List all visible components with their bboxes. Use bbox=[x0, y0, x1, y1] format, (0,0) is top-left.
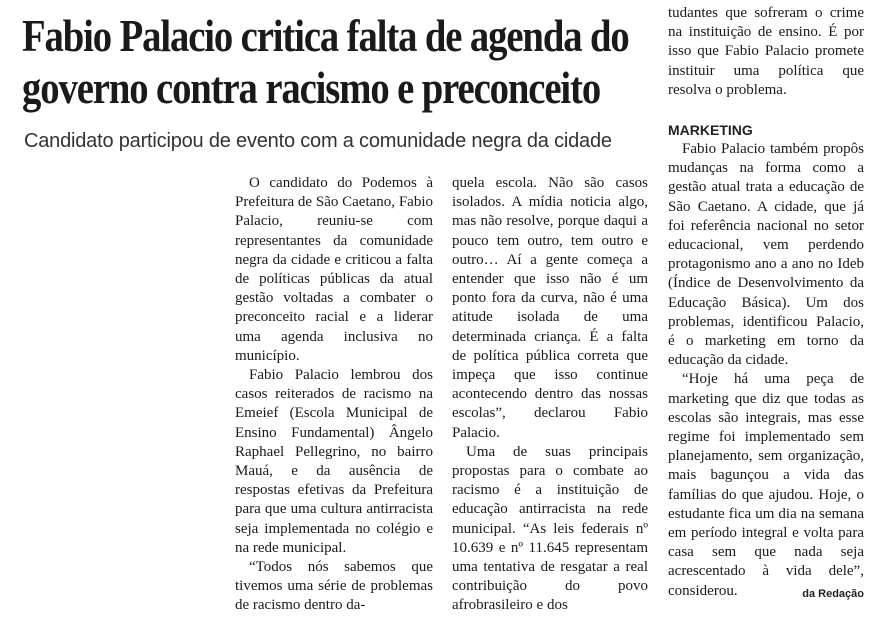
article-column-1 bbox=[235, 174, 433, 616]
article-headline bbox=[22, 10, 629, 114]
column-1-paragraph-2: Fabio Palacio lembrou dos casos reiterados de racismo na Emeief (Escola Municipal de Ensino Fundamental) Ângelo Raphael Pellegrino, no bairro Mauá, e da ausência de respostas efetivas da Prefeitura para que uma cultura antirracista seja implementada no colégio e na rede municipal. bbox=[235, 367, 433, 556]
headline-line-2: governo contra racismo e preconceito bbox=[22, 63, 601, 113]
column-2-paragraph-2: Uma de suas principais propostas para o combate ao racismo é a instituição de educação antirracista na rede municipal. “As leis federais nº 10.639 e nº 11.645 representam uma tentativa de resgatar a real contribuição do povo afrobrasileiro e dos bbox=[452, 443, 648, 614]
article-column-3 bbox=[668, 4, 864, 604]
article-subhead: Candidato participou de evento com a comunidade negra da cidade bbox=[24, 130, 612, 152]
column-3-paragraph-3 bbox=[668, 370, 864, 600]
column-3-paragraph-1: tudantes que sofreram o crime na instituição de ensino. É por isso que Fabio Palacio promete instituir uma política que resolva o problema. bbox=[668, 5, 864, 98]
section-heading-marketing: MARKETING bbox=[668, 122, 753, 139]
column-3-paragraph-3-text: “Hoje há uma peça de marketing que diz que todas as escolas são integrais, mas esse regime foi implementado sem planejamento, sem organização, mais bagunçou a vida das famílias do que ajudou. Hoje, o estudante fica um dia na semana em período integral e volta para casa sem que nada seja acrescentado à vida dele”, considerou. bbox=[668, 371, 864, 599]
column-1-paragraph-3: “Todos nós sabemos que tivemos uma série de problemas de racismo dentro da- bbox=[235, 559, 433, 614]
column-3-paragraph-2: Fabio Palacio também propôs mudanças na forma como a gestão atual trata a educação de São Caetano. A cidade, que já foi referência nacional no setor educacional, vem perdendo protagonismo ano a ano no Ideb (Índice de Desenvolvimento da Educação Básica). Um dos problemas, identificou Palacio, é o marketing em torno da educação da cidade. bbox=[668, 141, 864, 369]
headline-line-1: Fabio Palacio critica falta de agenda do bbox=[22, 11, 629, 61]
article-column-2 bbox=[452, 174, 648, 616]
column-2-paragraph-1: quela escola. Não são casos isolados. A mídia noticia algo, mas não resolve, porque daqui a pouco tem outro, tem outro e outro… Aí a gente começa a entender que isso não é um ponto fora da curva, não é uma atitude isolada de uma determinada criança. É a falta de política pública correta que impeça que isso continue acontecendo dentro das nossas escolas”, declarou Fabio Palacio. bbox=[452, 175, 648, 441]
author-credit: da Redação bbox=[802, 587, 864, 600]
column-1-paragraph-1: O candidato do Podemos à Prefeitura de São Caetano, Fabio Palacio, reuniu-se com representantes da comunidade negra da cidade e criticou a falta de políticas públicas da atual gestão voltadas a combater o preconceito racial e a liderar uma agenda inclusiva no município. bbox=[235, 175, 433, 364]
